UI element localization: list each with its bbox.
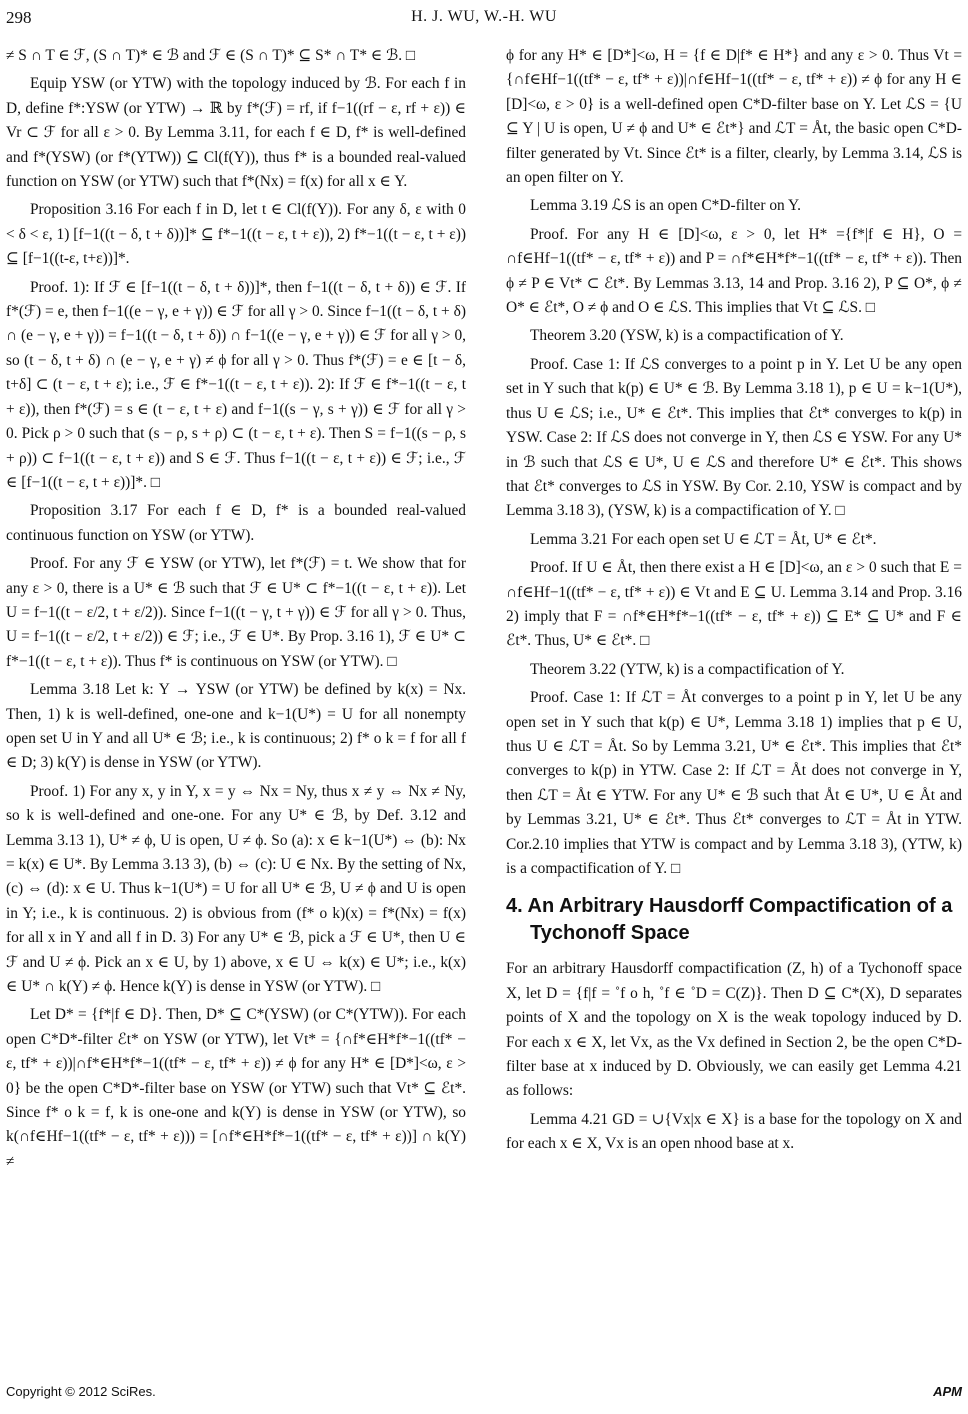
proof-3-19: Proof. For any H ∈ [D]<ω, ε > 0, let H* ={f*|f ∈ H}, O = ∩f∈Hf−1((tf* − ε, tf* + ε)) and P = ∩f*∈H*f*−1((tf* − ε, tf* + ε)). Then ϕ ≠ P ∈ Vt* ⊂ ℰt*. By Lemmas 3.13, 14 and Prop. 3.16 2), P ⊆ O*, ϕ ≠ O* ∈ ℰt*, O ≠ ϕ and O ∈ ℒS. This implies that Vt ⊆ ℒS. □ — [506, 225, 962, 317]
proposition-3-17: Proposition 3.17 For each f ∈ D, f* is a bounded real-valued continuous function on YSW (or YTW). — [6, 502, 466, 544]
section-4-intro: For an arbitrary Hausdorff compactification (Z, h) of a Tychonoff space X, let D = {f|f = ˚f o h, ˚f ∈ ˚D = C(Z)}. Then D ⊆ C*(X), D separates points of X and the topology on X is the weak topology induced by D. For each x ∈ X, let Vx, as the Vx defined in Section 2, be the open C*D-filter base at x induced by D. Obviously, we can easily get Lemma 4.21 as follows: — [506, 960, 962, 1100]
copyright-notice: Copyright © 2012 SciRes. — [6, 1384, 156, 1399]
right-column — [506, 44, 962, 1161]
proof-3-20: Proof. Case 1: If ℒS converges to a point p in Y. Let U be any open set in Y such that k(p) ∈ U* ∈ ℬ. By Lemma 3.18 1), p ∈ U = k−1(U*), thus U ∈ ℒS; i.e., U* ∈ ℰt*. This implies that ℰt* converges to k(p) in YSW. Case 2: If ℒS does not converge in Y, then ℒS ∈ YSW. For any U* in ℬ such that ℒS ∈ U*, U ∈ ℒS and therefore U* ∈ ℰt*. This shows that ℰt* converges to ℒS in YSW. By Cor. 2.10, YSW is compact and by Lemma 3.18 3), (YSW, k) is a compactification of Y. □ — [506, 355, 962, 520]
proposition-3-16: Proposition 3.16 For each f in D, let t ∈ Cl(f(Y)). For any δ, ε with 0 < δ < ε, 1) [f−1((t − δ, t + δ))]* ⊆ f*−1((t − ε, t + ε)), 2) f*−1((t − ε, t + ε)) ⊆ [f−1((t-ε, t+ε))]*. — [6, 201, 466, 268]
proof-3-22: Proof. Case 1: If ℒT = Åt converges to a point p in Y, let U be any open set in Y such that k(p) ∈ U*, Lemma 3.18 1) implies that p ∈ U, thus U ∈ ℒT = Åt. So by Lemma 3.21, U* ∈ ℰt*. This implies that ℰt* converges to k(p) in YTW. Case 2: If ℒT = Åt does not converge in Y, then ℒT = Åt ∈ YTW. For any U* ∈ ℬ such that Åt ∈ U*, U ∈ Åt and by Lemmas 3.21, U* ∈ ℰt*. Thus ℰt* converges to ℒT = Åt in YTW. Cor.2.10 implies that YTW is compact and by Lemma 3.18 3), (YTW, k) is a compactification of Y. □ — [506, 689, 962, 877]
left-continuation: ≠ S ∩ T ∈ ℱ, (S ∩ T)* ∈ ℬ and ℱ ∈ (S ∩ T)* ⊆ S* ∩ T* ∈ ℬ. □ — [6, 47, 416, 64]
proof-3-18: Proof. 1) For any x, y in Y, x = y ⇔ Nx = Ny, thus x ≠ y ⇔ Nx ≠ Ny, so k is well-defined and one-one. For any U* ∈ ℬ, by Def. 3.12 and Lemma 3.13 1), U* ≠ ϕ, U is open, U ≠ ϕ. So (a): x ∈ k−1(U*) ⇔ (b): Nx = k(x) ∈ U*. By Lemma 3.13 3), (b) ⇔ (c): U ∈ Nx. By the setting of Nx, (c) ⇔ (d): x ∈ U. Thus k−1(U*) = U for all U* ∈ ℬ, U ≠ ϕ and U is open in Y; i.e., k is continuous. 2) is obvious from (f* o k)(x) = f*(Nx) = f(x) for all x in Y and all f in D. 3) For any U* ∈ ℬ, pick a ℱ ∈ U*, then U ∈ ℱ and U ≠ ϕ. Pick an x ∈ U, by 1) above, x ∈ U ⇔ k(x) ∈ U*; i.e., k(x) ∈ U* ∩ k(Y) ≠ ϕ. Hence k(Y) is dense in YSW (or YTW). □ — [6, 782, 466, 996]
theorem-3-20: Theorem 3.20 (YSW, k) is a compactification of Y. — [530, 327, 844, 345]
right-continuation: ϕ for any H* ∈ [D*]<ω, H = {f ∈ D|f* ∈ H*} and any ε > 0. Thus Vt = {∩f∈Hf−1((tf* − ε, tf* + ε))|∩f∈Hf−1((tf* − ε, tf* + ε)) ≠ ϕ for any H ∈ [D]<ω, ε > 0} is a well-defined open C*D-filter base on Y. Let ℒS = {U ⊆ Y | U is open, U ≠ ϕ and U* ∈ ℰt*} and ℒT = Åt, the basic open C*D-filter generated by Vt. Since ℰt* is a filter, clearly, by Lemma 3.14, ℒS is an open filter on Y. — [506, 47, 962, 187]
equip-paragraph: Equip YSW (or YTW) with the topology induced by ℬ. For each f in D, define f*:YSW (or YTW) → ℝ by f*(ℱ) = rf, if f−1((rf − ε, rf + ε)) ∈ Vr ⊂ ℱ for all ε > 0. By Lemma 3.11, for each f ∈ D, f* is well-defined and f*(YSW) (or f*(YTW)) ⊆ Cl(f(Y)), thus f* is a bounded real-valued function on YSW (or YTW) such that f*(Nx) = f(x) for all x ∈ Y. — [6, 75, 466, 191]
journal-abbreviation: APM — [933, 1384, 962, 1399]
proof-3-17: Proof. For any ℱ ∈ YSW (or YTW), let f*(ℱ) = t. We show that for any ε > 0, there is a U* ∈ ℬ such that ℱ ∈ U* ⊂ f*−1((t − ε, t + ε)). Let U = f−1((t − ε/2, t + ε/2)). Since f−1((t − γ, t + γ)) ∈ ℱ for all γ > 0. Thus, U = f−1((t − ε/2, t + ε/2)) ∈ ℱ; i.e., ℱ ∈ U*. By Prop. 3.16 1), ℱ ∈ U* ⊂ f*−1((t − ε, t + ε)). Thus f* is continuous on YSW (or YTW). □ — [6, 555, 466, 670]
lemma-3-18: Lemma 3.18 Let k: Y → YSW (or YTW) be defined by k(x) = Nx. Then, 1) k is well-defined, one-one and k−1(U*) = U for all nonempty open set U in Y and all U* ∈ ℬ; i.e., k is continuous; 2) f* o k = f for all f ∈ D; 3) k(Y) is dense in YSW (or YTW). — [6, 681, 466, 772]
proof-3-21: Proof. If U ∈ Åt, then there exist a H ∈ [D]<ω, an ε > 0 such that E = ∩f∈Hf−1((tf* − ε, tf* + ε)) ∈ Vt and E ⊆ U. Lemma 3.14 and Prop. 3.16 2) imply that F = ∩f*∈H*f*−1((tf* − ε, tf* + ε)) ⊆ E* ⊆ U* and F ∈ ℰt*. Thus, U* ∈ ℰt*. □ — [506, 559, 962, 650]
proof-3-16: Proof. 1): If ℱ ∈ [f−1((t − δ, t + δ))]*, then f−1((t − δ, t + δ)) ∈ ℱ. If f*(ℱ) = e, then f−1((e − γ, e + γ)) ∈ ℱ for all γ > 0. Since f−1((t − δ, t + δ) ∩ (e − γ, e + γ)) = f−1((t − δ, t + δ)) ∩ f−1((e − γ, e + γ)) ∈ ℱ for all γ > 0, so (t − δ, t + δ) ∩ (e − γ, e + γ) ≠ ϕ for all γ > 0. Thus f*(ℱ) = e ∈ [t − δ, t+δ] ⊂ (t − ε, t + ε); i.e., ℱ ∈ f*−1((t − ε, t + ε)). 2): If ℱ ∈ f*−1((t − ε, t + ε)), then f*(ℱ) = s ∈ (t − ε, t + ε) and f−1((s − γ, s + γ)) ∈ ℱ for all γ > 0. Pick ρ > 0 such that (s − ρ, s + ρ) ⊂ (t − ε, t + ε). Then S = f−1((s − ρ, s + ρ)) ⊂ f−1((t − ε, t + ε)) and S ∈ ℱ. Thus f−1((t − ε, t + ε)) ∈ ℱ; i.e., ℱ ∈ [f−1((t − ε, t + ε))]*. □ — [6, 278, 466, 491]
d-star-paragraph: Let D* = {f*|f ∈ D}. Then, D* ⊆ C*(YSW) (or C*(YTW)). For each open C*D*-filter ℰt* on YSW (or YTW), let Vt* = {∩f*∈H*f*−1((tf* − ε, tf* + ε))|∩f*∈H*f*−1((tf* − ε, tf* + ε)) ≠ ϕ for any H* ∈ [D*]<ω, ε > 0} be the open C*D*-filter base on YSW (or YTW) such that Vt* ⊆ ℰt*. Since f* o k = f, k is one-one and k(Y) is dense in YSW (or YTW), so k(∩f∈Hf−1((tf* − ε, tf* + ε))) = [∩f*∈H*f*−1((tf* − ε, tf* + ε))] ∩ k(Y) ≠ — [6, 1006, 466, 1170]
page-footer — [6, 1384, 962, 1404]
page-header — [0, 8, 968, 32]
left-column — [6, 44, 466, 1178]
theorem-3-22: Theorem 3.22 (YTW, k) is a compactification of Y. — [530, 660, 845, 678]
lemma-4-21: Lemma 4.21 GD = ∪{Vx|x ∈ X} is a base for the topology on X and for each x ∈ X, Vx is an open nhood base at x. — [506, 1110, 962, 1153]
running-head: H. J. WU, W.-H. WU — [411, 8, 557, 25]
page-number: 298 — [6, 8, 32, 27]
lemma-3-21: Lemma 3.21 For each open set U ∈ ℒT = Åt, U* ∈ ℰt*. — [530, 530, 877, 548]
lemma-3-19: Lemma 3.19 ℒS is an open C*D-filter on Y. — [530, 197, 801, 215]
section-4-heading: 4. An Arbitrary Hausdorff Compactification of a Tychonoff Space — [506, 895, 953, 945]
